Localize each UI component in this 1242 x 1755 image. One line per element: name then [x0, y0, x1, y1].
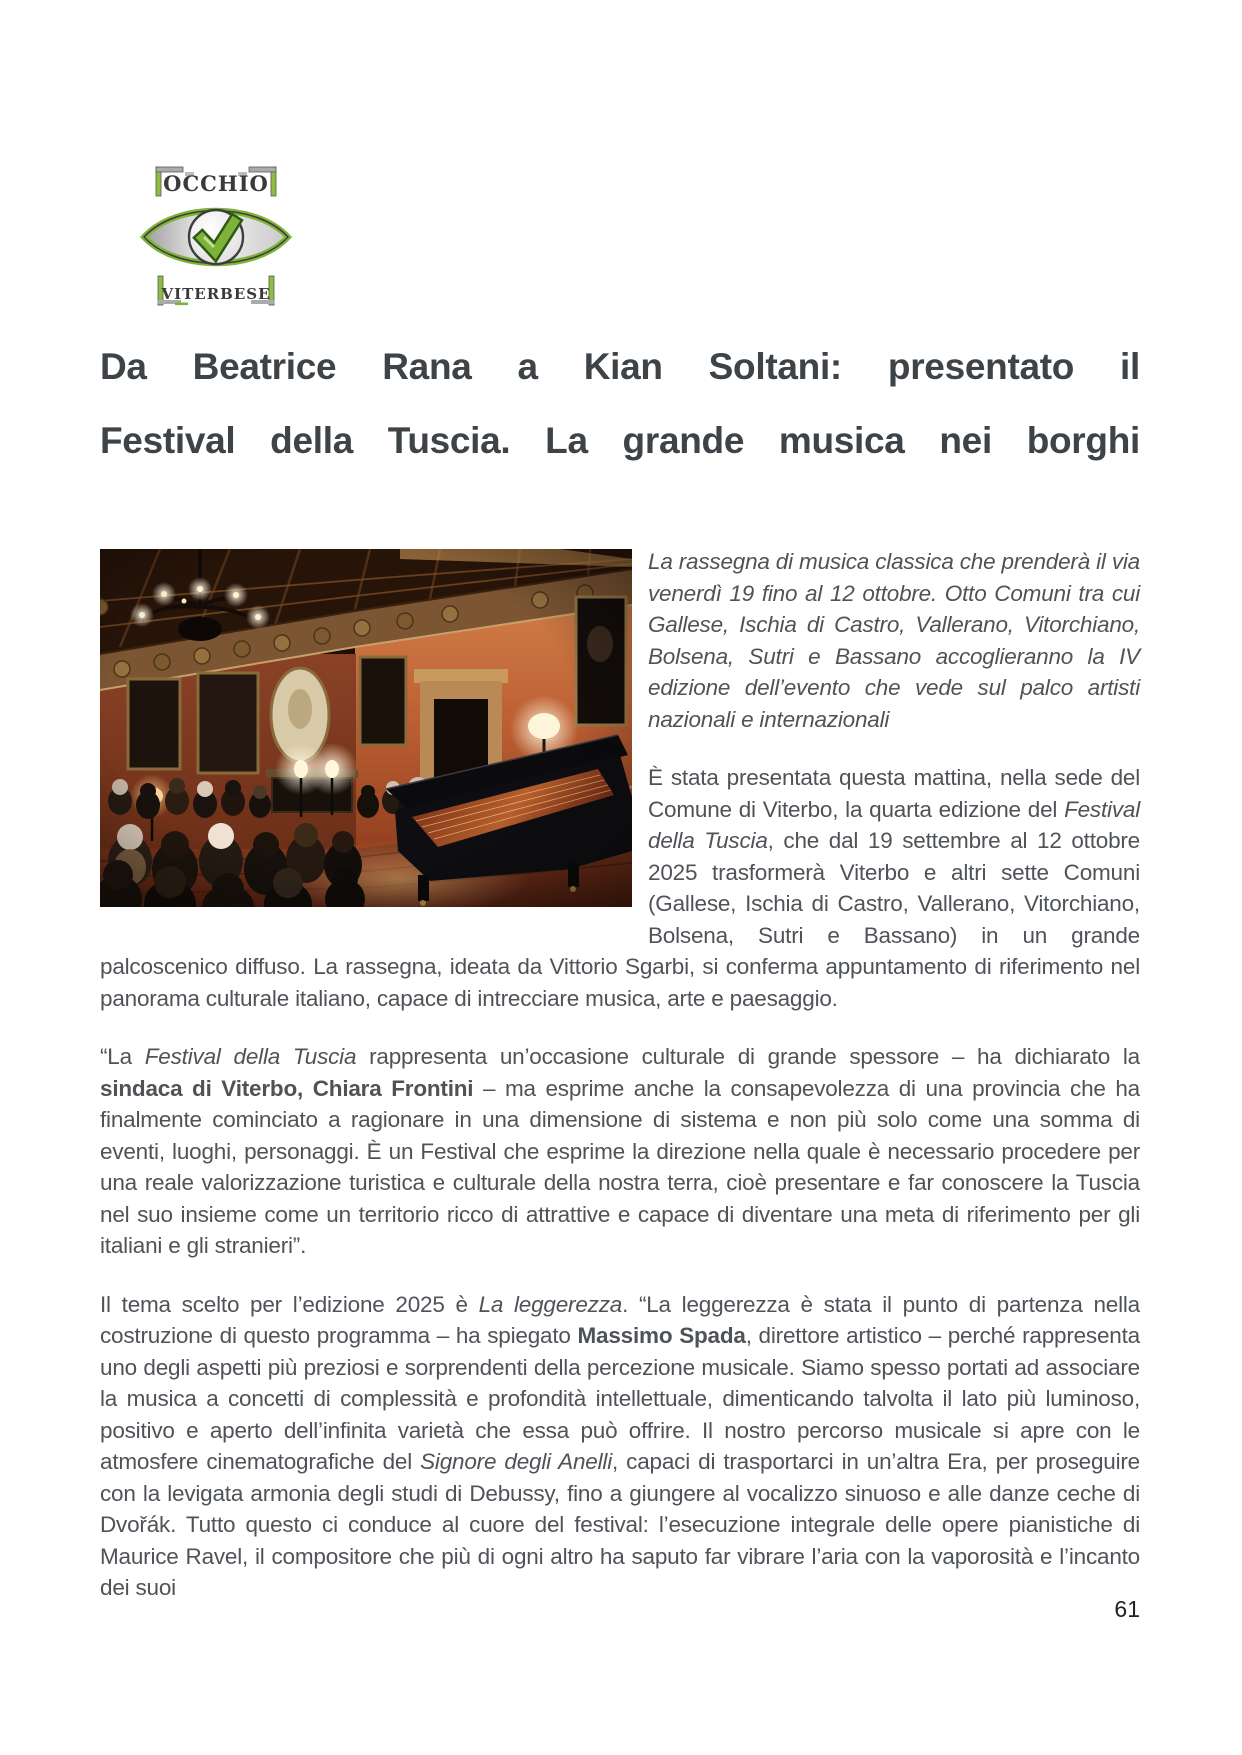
article-title [100, 330, 1140, 478]
page-number: 61 [1114, 1596, 1140, 1622]
paragraph-dichiarazione-sindaca: “La Festival della Tuscia rappresenta un’occasione culturale di grande spessore – ha dichiarato la sindaca di Viterbo, Chiara Frontini – ma esprime anche la consapevolezza di una provincia che ha finalmente cominciato a ragionare in una dimensione di sistema e non più solo come una somma di eventi, luoghi, personaggi. È un Festival che esprime la direzione nella quale è necessario procedere per una reale valorizzazione turistica e culturale della nostra terra, cioè presentare e far conoscere la Tuscia nel suo insieme come un territorio ricco di attrattive e capace di diventare una meta di riferimento per gli italiani e gli stranieri”. [100, 1044, 1140, 1258]
paragraph-tema-leggerezza: Il tema scelto per l’edizione 2025 è La leggerezza. “La leggerezza è stata il punto di partenza nella costruzione di questo programma – ha spiegato Massimo Spada, direttore artistico – perché rappresenta uno degli aspetti più preziosi e sorprendenti della percezione musicale. Siamo spesso portati ad associare la musica a concetti di complessità e profondità intellettuale, dimenticando talvolta il lato più luminoso, positivo e aperto dell’infinita varietà che essa può offrire. Il nostro percorso musicale si apre con le atmosfere cinematografiche del Signore degli Anelli, capaci di trasportarci in un’altra Era, per proseguire con la levigata armonia degli studi di Debussy, fino a giungere al vocalizzo sinuoso e alle danze ceche di Dvořák. Tutto questo ci conduce al cuore del festival: l’esecuzione integrale delle opere pianistiche di Maurice Ravel, il compositore che più di ogni altro ha saputo far vibrare l’aria con la vaporosità e l’incanto dei suoi [100, 1291, 1140, 1600]
title-line-2: Festival della Tuscia. La grande musica nei borghi [100, 420, 1140, 461]
article-body [100, 546, 1140, 1631]
title-line-1: Da Beatrice Rana a Kian Soltani: presentato il [100, 346, 1140, 387]
logo-bottom-label: VITERBESE [161, 285, 271, 303]
concert-photo [100, 549, 632, 907]
logo-top-label: OCCHIO [163, 171, 269, 196]
occhio-viterbese-logo [138, 158, 294, 310]
paragraph-presentazione: È stata presentata questa mattina, nella sede del Comune di Viterbo, la quarta edizione del Festival della Tuscia, che dal 19 settembre al 12 ottobre 2025 trasformerà Viterbo e altri sette Comuni (Gallese, Ischia di Castro, Vallerano, Vitorchiano, Bolsena, Sutri e Bassano) in un grande palcoscenico diffuso. La rassegna, ideata da Vittorio Sgarbi, si conferma appuntamento di riferimento nel panorama culturale italiano, capace di intrecciare musica, arte e paesaggio. [100, 765, 1140, 1011]
eye-logo-icon [138, 158, 294, 310]
lead-paragraph: La rassegna di musica classica che prenderà il via venerdì 19 fino al 12 ottobre. Otto Comuni tra cui Gallese, Ischia di Castro, Vallerano, Vitorchiano, Bolsena, Sutri e Bassano accoglieranno la IV edizione dell’evento che vede sul palco artisti nazionali e internazionali [648, 549, 1140, 732]
